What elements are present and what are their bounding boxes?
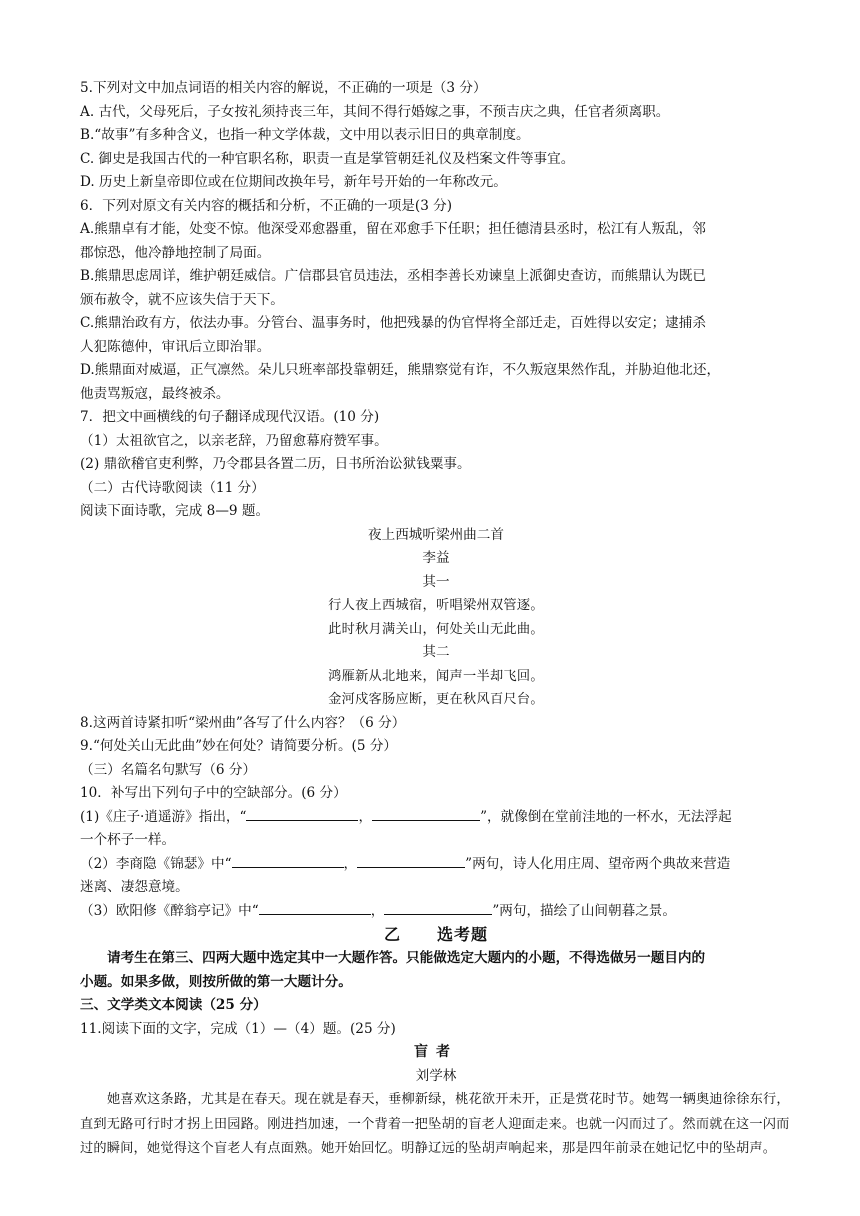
- q6-option-b-line2: 颁布赦令，就不应该失信于天下。: [80, 291, 284, 308]
- poem-author: 李益: [422, 550, 450, 566]
- q6-option-c-line1: C.熊鼎治政有方，依法办事。分管台、温事务时，他把残暴的伪官悍将全部迁走，百姓得以安定；逮捕杀: [80, 315, 706, 331]
- story-title-text: 盲者: [414, 1044, 458, 1060]
- q10-item-1-suffix: ”，就像倒在堂前洼地的一杯水，无法浮起: [480, 808, 732, 825]
- fill-blank[interactable]: [357, 853, 465, 868]
- q5-option-c: C. 御史是我国古代的一种官职名称，职责一直是掌管朝廷礼仪及档案文件等事宜。: [80, 150, 575, 167]
- fill-blank[interactable]: [246, 806, 358, 821]
- story-title: [80, 1041, 792, 1065]
- part-three-heading: 三、文学类文本阅读（25 分）: [80, 997, 267, 1013]
- q5-option-b: B.“故事”有多种含义，也指一种文学体裁，文中用以表示旧日的典章制度。: [80, 127, 530, 143]
- section-b-right: 选考题: [437, 925, 489, 944]
- poem-title: 夜上西城听梁州曲二首: [368, 526, 504, 543]
- q6-option-d-line1: D.熊鼎面对威逼，正气凛然。朵儿只班率部投靠朝廷，熊鼎察觉有诈，不久叛寇果然作乱，并胁迫他北还，: [80, 362, 721, 378]
- poem-line-4: 金河戍客肠应断，更在秋风百尺台。: [328, 692, 544, 707]
- q10-item-3-comma: ，: [370, 902, 385, 919]
- q7-stem: 7．把文中画横线的句子翻译成现代汉语。(10 分): [80, 409, 380, 425]
- fill-blank[interactable]: [259, 900, 371, 915]
- q5-stem: 5.下列对文中加点词语的相关内容的解说，不正确的一项是（3 分）: [80, 80, 487, 96]
- story-author: 刘学林: [415, 1067, 457, 1084]
- q10-item-3-suffix: ”两句，描绘了山间朝暮之景。: [492, 902, 676, 919]
- section-b-note-line1: 请考生在第三、四两大题中选定其中一大题作答。只能做选定大题内的小题，不得选做另一题目内的: [107, 950, 706, 966]
- q7-sentence-2: (2) 鼎欲稽官吏利弊，乃令郡县各置二历，日书所治讼狱钱粟事。: [80, 456, 471, 472]
- fill-blank[interactable]: [232, 853, 344, 868]
- part3-heading: （三）名篇名句默写（6 分）: [80, 761, 257, 778]
- q10-item-1-prefix: (1)《庄子·逍遥游》指出，“: [80, 808, 247, 825]
- story-paragraph: 她喜欢这条路，尤其是在春天。现在就是春天，垂柳新绿，桃花欲开未开，正是赏花时节。她驾一辆奥迪徐徐东行，直到无路可行时才拐上田园路。刚进挡加速，一个背着一把坠胡的盲老人迎面走来。也就一闪而过了。然而就在这一闪而过的瞬间，她觉得这个盲老人有点面熟。她开始回忆。明静辽远的坠胡声响起来，那是四年前录在她记忆中的坠胡声。: [80, 1092, 790, 1156]
- q10-item-2-suffix: ”两句，诗人化用庄周、望帝两个典故来营造: [465, 855, 731, 872]
- part2-heading: （二）古代诗歌阅读（11 分）: [80, 479, 265, 496]
- q6-option-c-line2: 人犯陈德仲，审讯后立即治罪。: [80, 338, 271, 355]
- q7-sentence-1: （1）太祖欲官之，以亲老辞，乃留愈幕府赞军事。: [80, 432, 388, 449]
- q6-option-a-line2: 郡惊恐，他冷静地控制了局面。: [80, 244, 271, 261]
- fill-blank[interactable]: [384, 900, 492, 915]
- q8-stem: 8.这两首诗紧扣听“梁州曲”各写了什么内容？（6 分）: [80, 714, 406, 731]
- section-b-note-line2: 小题。如果多做，则按所做的第一大题计分。: [80, 973, 352, 990]
- q10-item-3: [80, 900, 792, 924]
- q5-option-d: D. 历史上新皇帝即位或在位期间改换年号，新年号开始的一年称改元。: [80, 174, 507, 190]
- q10-item-1-comma: ，: [358, 808, 373, 825]
- poem-line-3: 鸿雁新从北地来，闻声一半却飞回。: [328, 668, 544, 684]
- fill-blank[interactable]: [372, 806, 480, 821]
- poem-line-1: 行人夜上西城宿，听唱梁州双管逐。: [328, 598, 544, 613]
- section-b-heading: [80, 923, 792, 947]
- q6-option-a-line1: A.熊鼎卓有才能，处变不惊。他深受邓愈器重，留在邓愈手下任职；担任德清县丞时，松江有人叛乱，邻: [80, 221, 706, 237]
- q10-item-2: [80, 853, 792, 877]
- q9-stem: 9.“何处关山无此曲”妙在何处？请简要分析。(5 分）: [80, 738, 398, 754]
- part2-intro: 阅读下面诗歌，完成 8—9 题。: [80, 503, 270, 519]
- q6-option-d-line2: 他责骂叛寇，最终被杀。: [80, 385, 230, 402]
- poem-line-2: 此时秋月满关山，何处关山无此曲。: [328, 621, 544, 637]
- q11-stem: 11.阅读下面的文字，完成（1）—（4）题。(25 分): [80, 1020, 396, 1037]
- q10-item-1: [80, 806, 792, 830]
- poem-subtitle-1: 其一: [422, 573, 450, 590]
- exam-page: [80, 77, 792, 1162]
- q6-stem: 6．下列对原文有关内容的概括和分析，不正确的一项是(3 分): [80, 197, 453, 214]
- q10-item-2-comma: ，: [343, 855, 358, 872]
- q10-item-2-cont: 迷离、凄怨意境。: [80, 879, 189, 895]
- q5-option-a: A. 古代，父母死后，子女按礼须持丧三年，其间不得行婚嫁之事，不预吉庆之典，任官者须离职。: [80, 103, 670, 120]
- q10-stem: 10．补写出下列句子中的空缺部分。(6 分）: [80, 785, 347, 801]
- q10-item-2-prefix: （2）李商隐《锦瑟》中“: [80, 855, 232, 872]
- q10-item-3-prefix: （3）欧阳修《醉翁亭记》中“: [80, 902, 259, 919]
- section-b-left: 乙: [383, 925, 401, 944]
- poem-subtitle-2: 其二: [422, 644, 450, 660]
- q6-option-b-line1: B.熊鼎思虑周详，维护朝廷威信。广信郡县官员违法，丞相李善长劝谏皇上派御史查访，而熊鼎认为既已: [80, 268, 707, 284]
- q10-item-1-cont: 一个杯子一样。: [80, 832, 176, 848]
